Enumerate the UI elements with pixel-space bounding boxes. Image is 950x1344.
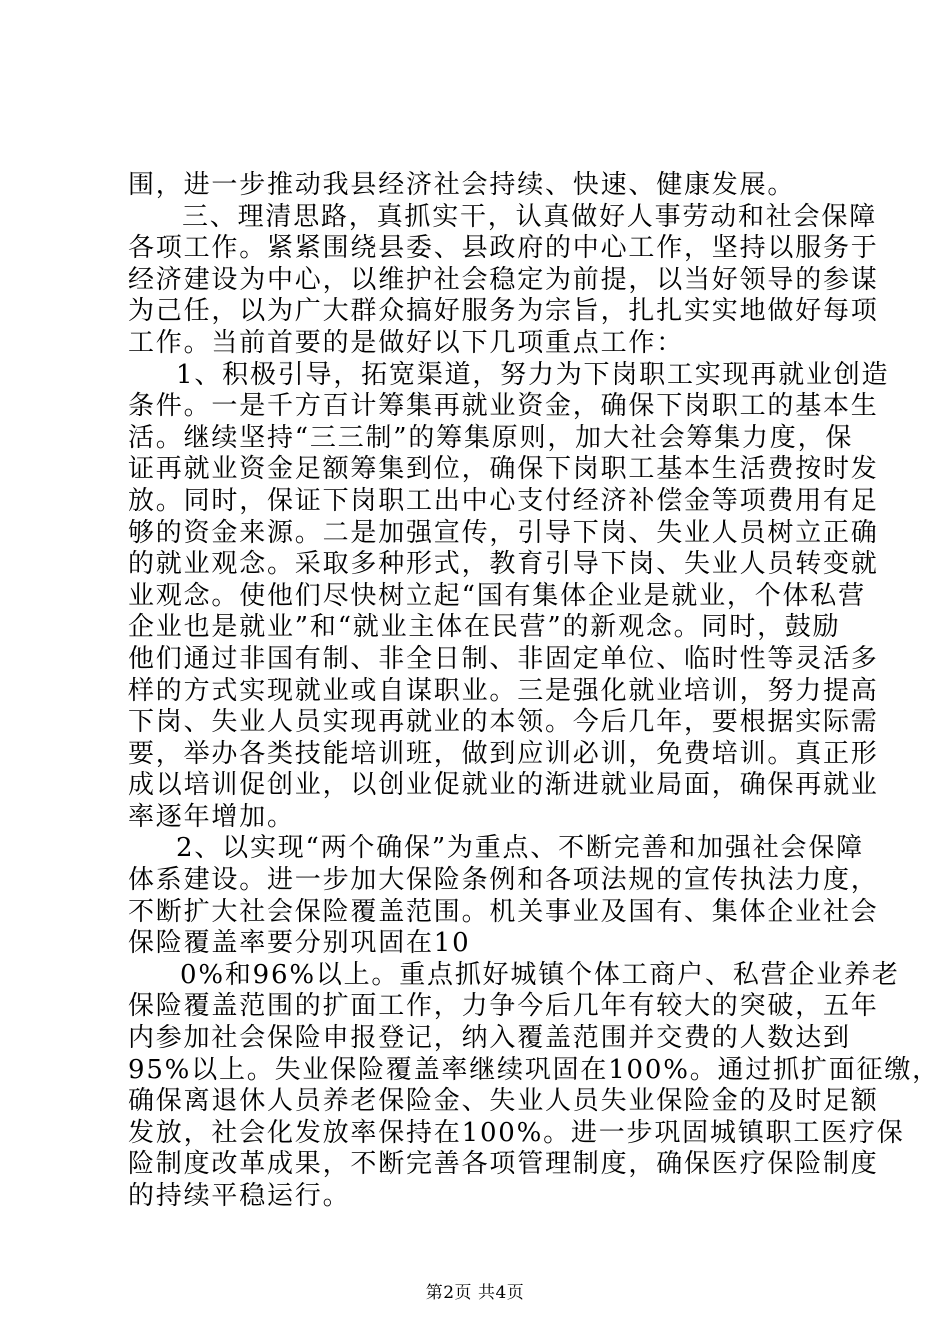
text-line: 2、以实现“两个确保”为重点、不断完善和加强社会保障 (176, 833, 864, 864)
text-line: 保险覆盖率要分别巩固在10 (128, 928, 471, 959)
text-line: 够的资金来源。二是加强宣传，引导下岗、失业人员树立正确 (128, 517, 879, 548)
text-line: 不断扩大社会保险覆盖范围。机关事业及国有、集体企业社会 (128, 896, 879, 927)
text-line: 确保离退休人员养老保险金、失业人员失业保险金的及时足额 (128, 1086, 879, 1117)
document-body (128, 170, 940, 1213)
text-line: 要，举办各类技能培训班，做到应训必训，免费培训。真正形 (128, 738, 879, 769)
text-line: 业观念。使他们尽快树立起“国有集体企业是就业，个体私营 (128, 580, 866, 611)
page-footer: 第2页 共4页 (425, 1283, 525, 1303)
text-line: 活。继续坚持“三三制”的筹集原则，加大社会筹集力度，保 (128, 422, 854, 453)
text-line: 经济建设为中心，以维护社会稳定为前提，以当好领导的参谋 (128, 264, 879, 295)
text-line: 率逐年增加。 (128, 801, 295, 832)
text-line: 下岗、失业人员实现再就业的本领。今后几年，要根据实际需 (128, 707, 879, 738)
text-line: 的持续平稳运行。 (128, 1181, 351, 1211)
text-line: 为己任，以为广大群众搞好服务为宗旨，扎扎实实地做好每项 (128, 296, 879, 327)
text-line: 95%以上。失业保险覆盖率继续巩固在100%。通过抓扩面征缴， (128, 1054, 940, 1085)
text-line: 险制度改革成果，不断完善各项管理制度，确保医疗保险制度 (128, 1149, 879, 1180)
text-line: 样的方式实现就业或自谋职业。三是强化就业培训，努力提高 (128, 675, 879, 706)
text-line: 体系建设。进一步加大保险条例和各项法规的宣传执法力度， (128, 865, 879, 896)
text-line: 他们通过非国有制、非全日制、非固定单位、临时性等灵活多 (128, 643, 879, 674)
text-line: 0%和96%以上。重点抓好城镇个体工商户、私营企业养老 (180, 959, 900, 990)
text-line: 成以培训促创业，以创业促就业的渐进就业局面，确保再就业 (128, 770, 879, 801)
text-line: 保险覆盖范围的扩面工作，力争今后几年有较大的突破，五年 (128, 991, 879, 1022)
text-line: 各项工作。紧紧围绕县委、县政府的中心工作，坚持以服务于 (128, 233, 879, 264)
text-line: 围，进一步推动我县经济社会持续、快速、健康发展。 (128, 170, 796, 200)
text-line: 条件。一是千方百计筹集再就业资金，确保下岗职工的基本生 (128, 391, 879, 422)
text-line: 证再就业资金足额筹集到位，确保下岗职工基本生活费按时发 (128, 454, 879, 485)
text-line: 1、积极引导，拓宽渠道，努力为下岗职工实现再就业创造 (176, 359, 890, 390)
text-line: 企业也是就业”和“就业主体在民营”的新观念。同时，鼓励 (128, 612, 841, 643)
text-line: 内参加社会保险申报登记，纳入覆盖范围并交费的人数达到 (128, 1023, 851, 1054)
text-line: 的就业观念。采取多种形式，教育引导下岗、失业人员转变就 (128, 549, 879, 580)
text-line: 发放，社会化发放率保持在100%。进一步巩固城镇职工医疗保 (128, 1117, 905, 1148)
text-line: 三、理清思路，真抓实干，认真做好人事劳动和社会保障 (182, 201, 878, 232)
text-line: 工作。当前首要的是做好以下几项重点工作： (128, 327, 685, 358)
text-line: 放。同时，保证下岗职工出中心支付经济补偿金等项费用有足 (128, 485, 879, 516)
